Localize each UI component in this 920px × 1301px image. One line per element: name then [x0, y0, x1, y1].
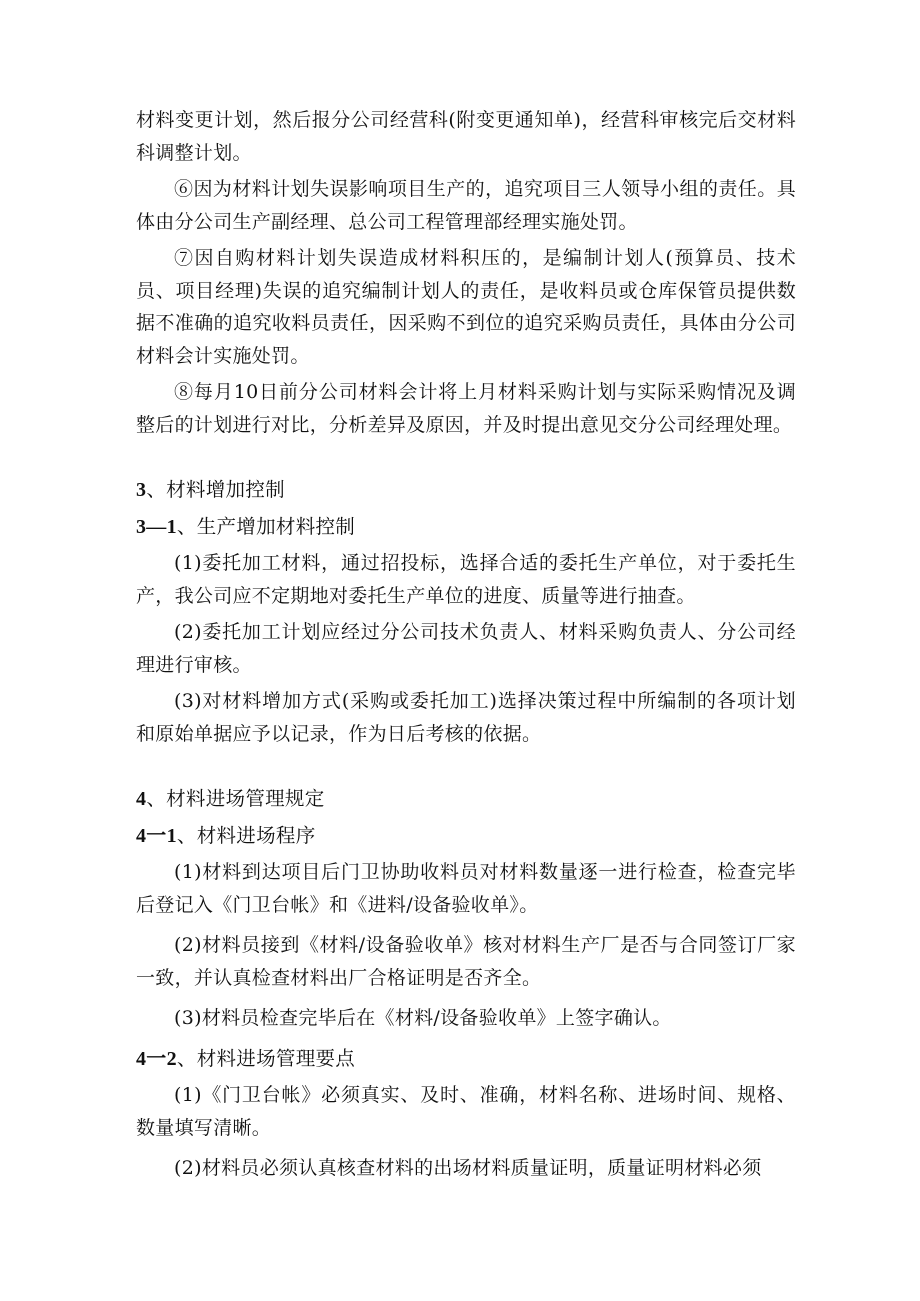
list-item: (2)材料员必须认真核查材料的出场材料质量证明，质量证明材料必须 — [174, 1157, 762, 1179]
section-4-number: 4 — [136, 788, 147, 810]
subsection-4-2-number: 4一2 — [136, 1047, 177, 1070]
subsection-4-1-number: 4一1 — [136, 824, 177, 847]
subsection-4-2-heading — [136, 1043, 796, 1076]
section-3-title: 、材料增加控制 — [146, 478, 285, 501]
subsection-3-1-title: 、生产增加材料控制 — [176, 514, 356, 538]
list-item: (3)对材料增加方式(采购或委托加工)选择决策过程中所编制的各项计划和原始单据应予以记录，作为日后考核的依据。 — [136, 690, 796, 745]
section-gap — [136, 750, 796, 783]
list-item: (1)委托加工材料，通过招投标，选择合适的委托生产单位，对于委托生产，我公司应不定期地对委托生产单位的进度、质量等进行抽查。 — [136, 552, 796, 607]
section-4-heading — [136, 783, 796, 816]
subsection-4-1-heading — [136, 820, 796, 853]
paragraph-item-6: ⑥因为材料计划失误影响项目生产的，追究项目三人领导小组的责任。具体由分公司生产副经理、总公司工程管理部经理实施处罚。 — [136, 178, 796, 233]
subsection-3-1-heading — [136, 511, 796, 544]
subsection-3-1-number: 3—1 — [136, 515, 177, 538]
list-item: (3)材料员检查完毕后在《材料/设备验收单》上签字确认。 — [174, 1007, 672, 1029]
paragraph-item-7: ⑦因自购材料计划失误造成材料积压的，是编制计划人(预算员、技术员、项目经理)失误的追究编制计划人的责任，是收料员或仓库保管员提供数据不准确的追究收料员责任，因采购不到位的追究采购员责任，具体由分公司材料会计实施处罚。 — [136, 247, 796, 367]
paragraph-item-8: ⑧每月10日前分公司材料会计将上月材料采购计划与实际采购情况及调整后的计划进行对比，分析差异及原因，并及时提出意见交分公司经理处理。 — [136, 381, 796, 436]
list-item: (2)委托加工计划应经过分公司技术负责人、材料采购负责人、分公司经理进行审核。 — [136, 621, 796, 676]
list-item: (1)材料到达项目后门卫协助收料员对材料数量逐一进行检查，检查完毕后登记入《门卫台帐》和《进料/设备验收单》。 — [136, 861, 796, 916]
section-4-title: 、材料进场管理规定 — [146, 787, 325, 810]
section-3-number: 3 — [136, 479, 147, 501]
subsection-4-1-title: 、材料进场程序 — [176, 823, 316, 847]
paragraph-continued: 材料变更计划，然后报分公司经营科(附变更通知单)，经营科审核完后交材料科调整计划。 — [136, 109, 796, 164]
subsection-4-2-title: 、材料进场管理要点 — [176, 1046, 356, 1070]
section-3-heading — [136, 474, 796, 507]
list-item: (2)材料员接到《材料/设备验收单》核对材料生产厂是否与合同签订厂家一致，并认真检查材料出厂合格证明是否齐全。 — [136, 934, 796, 989]
document-body — [136, 104, 796, 1185]
section-gap — [136, 441, 796, 474]
list-item: (1)《门卫台帐》必须真实、及时、准确，材料名称、进场时间、规格、数量填写清晰。 — [136, 1084, 796, 1139]
